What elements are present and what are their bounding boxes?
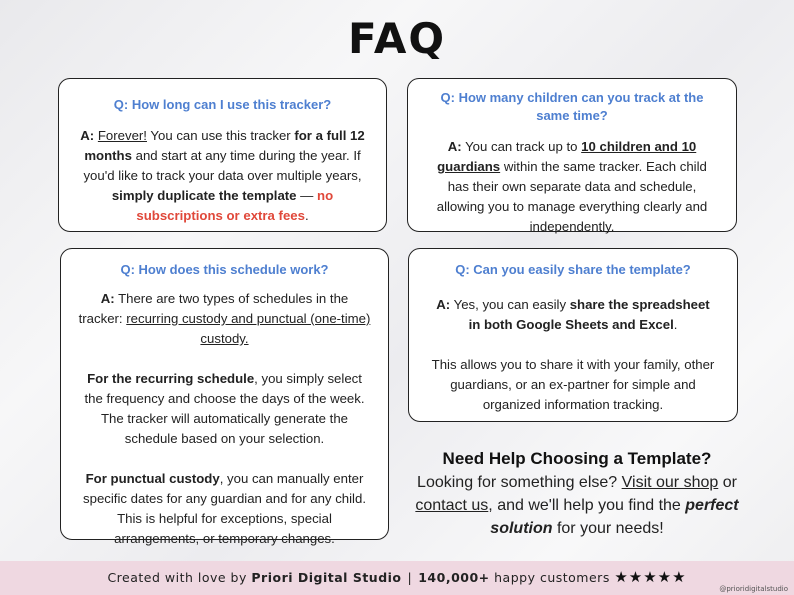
answer-text: — <box>296 188 318 203</box>
contact-us-link[interactable]: contact us <box>415 497 489 514</box>
help-text: , and we'll help you find the <box>488 497 686 514</box>
page-title: FAQ <box>347 14 447 63</box>
faq-card-share <box>408 248 738 422</box>
star-rating-icon: ★★★★★ <box>614 568 687 586</box>
answer-text: , you simply select the frequency and choose the days of the week. The tracker will automatically generate the schedule based on your selection. <box>84 371 365 446</box>
punctual-paragraph <box>77 469 372 549</box>
answer-label: A: <box>80 128 95 143</box>
answer-label: A: <box>100 291 115 306</box>
answer-label: A: <box>447 139 462 154</box>
answer-text: within the same tracker. Each child has their own separate data and schedule, allowing you to manage everything clearly and independently. <box>436 159 708 234</box>
no-fees-highlight: no subscriptions or extra fees <box>136 188 334 223</box>
share-paragraph: This allows you to share it with your family, other guardians, or an ex-partner for simple and organized information tracking. <box>431 357 715 412</box>
answer-text: and start at any time during the year. If you'd like to track your data over multiple years, <box>83 148 362 183</box>
answer-bold: for a full 12 months <box>84 128 365 163</box>
visit-shop-link[interactable]: Visit our shop <box>621 474 719 491</box>
forever-text: Forever! <box>97 128 147 143</box>
footer <box>0 561 794 595</box>
answer-label: A: <box>436 297 451 312</box>
recurring-paragraph <box>77 369 372 449</box>
answer-text: You can track up to <box>461 139 582 154</box>
faq-question: Q: Can you easily share the template? <box>455 262 691 277</box>
answer-text: . <box>673 317 678 332</box>
customer-count: 140,000+ <box>418 570 490 585</box>
social-handle: @prioridigitalstudio <box>719 585 788 593</box>
faq-card-children <box>407 78 737 232</box>
footer-separator: | <box>407 570 413 585</box>
answer-text: . <box>304 208 309 223</box>
answer-bold: For the recurring schedule <box>87 371 255 386</box>
faq-answer <box>79 126 366 226</box>
help-heading: Need Help Choosing a Template? <box>442 449 712 468</box>
answer-bold: For punctual custody <box>85 471 220 486</box>
faq-question: Q: How does this schedule work? <box>120 262 329 277</box>
answer-text: You can use this tracker <box>146 128 295 143</box>
faq-answer <box>430 137 714 237</box>
schedule-types: recurring custody and punctual (one-time) custody. <box>126 311 371 346</box>
footer-credits <box>0 568 794 586</box>
faq-card-schedule <box>60 248 389 546</box>
faq-answer <box>429 295 717 335</box>
faq-card-duration <box>58 78 387 232</box>
faq-answer <box>77 289 372 349</box>
answer-bold: share the spreadsheet in both Google Sheets and Excel <box>468 297 710 332</box>
help-section <box>410 447 744 540</box>
help-text: or <box>718 474 737 491</box>
help-text: for your needs! <box>552 520 664 537</box>
answer-bold: simply duplicate the template <box>111 188 297 203</box>
faq-question: Q: How many children can you track at the same time? <box>440 90 704 123</box>
footer-text: Created with love by <box>107 570 252 585</box>
answer-text: There are two types of schedules in the tracker: <box>78 291 349 326</box>
faq-question: Q: How long can I use this tracker? <box>113 97 332 112</box>
footer-text: happy customers <box>489 570 615 585</box>
answer-bold: 10 children and 10 guardians <box>437 139 697 174</box>
perfect-solution-text: perfect solution <box>490 497 739 537</box>
help-text: Looking for something else? <box>417 474 622 491</box>
answer-text: Yes, you can easily <box>450 297 570 312</box>
answer-text: , you can manually enter specific dates for any guardian and for any child. This is helpful for exceptions, special arrangements, or temporary changes. <box>83 471 366 546</box>
brand-name: Priori Digital Studio <box>251 570 402 585</box>
